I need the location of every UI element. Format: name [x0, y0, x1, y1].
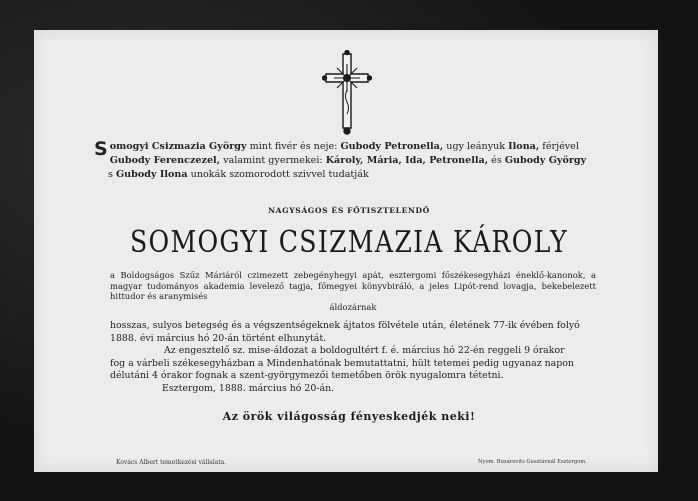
body-line: délutáni 4 órakor fognak a szent-györgymezői temetőben örök nyugalomra tétetni.: [110, 370, 504, 382]
funeral-company-credit: Kovács Albert temetkezési vállalata.: [116, 459, 227, 466]
body-line: hosszas, sulyos betegség és a végszentségeknek ájtatos fölvétele után, életének 77-ik évében folyó: [110, 320, 580, 331]
text-fragment: s: [108, 169, 116, 180]
text-fragment: ugy leányuk: [443, 141, 509, 152]
mourner-name: Gubody Ferenczezel,: [109, 155, 221, 166]
text-fragment: valamint gyermekei:: [220, 155, 326, 166]
mourners-announcement: [94, 140, 634, 182]
printer-credit: Nyom. Buzárovits Gusztávnál Esztergom.: [478, 459, 587, 465]
text-fragment: és: [488, 155, 505, 166]
body-line: fog a várbeli székesegyházban a Mindenhatónak bemutattatni, hült tetemei pedig ugyanaz napon: [110, 357, 574, 369]
place-date-line: Esztergom, 1888. március hó 20-án.: [162, 382, 335, 394]
honorific-title: NAGYSÁGOS ÉS FŐTISZTELENDŐ: [268, 206, 430, 215]
body-line: 1888. évi március hó 20-án történt elhunytát.: [110, 332, 327, 344]
titles-last-line: áldozárnak: [329, 301, 377, 312]
mourner-name: Károly, Mária, Ida, Petronella,: [325, 155, 489, 166]
drop-cap: S: [94, 138, 108, 160]
mourner-name: Gubody Petronella,: [340, 141, 444, 152]
text-fragment: férjével: [539, 141, 579, 152]
titles-text: a Boldogságos Szűz Máriáról czimezett zebegényhegyi apát, esztergomi főszékesegyházi éneklő-kanonok, a magyar tudományos akademia levelező tagja, főmegyei könyvbiráló, a jeles Lipót-rend lovagja, bekebelezett hittudor és aranymisés: [110, 270, 596, 301]
mourner-name: omogyi Csizmazia György: [109, 141, 247, 152]
mourner-name: Gubody Ilona: [115, 169, 188, 180]
mourner-name: Ilona,: [508, 141, 540, 152]
death-notice-body: [110, 320, 602, 396]
text-fragment: unokák szomorodott szivvel tudatják: [187, 169, 369, 180]
deceased-titles: [110, 270, 596, 312]
ornate-cross-icon: [322, 50, 372, 136]
mourner-name: Gubody György: [504, 155, 587, 166]
body-line: Az engesztelő sz. mise-áldozat a boldogultért f. é. március hó 22-én reggeli 9 órakor: [164, 345, 565, 357]
deceased-name: SOMOGYI CSIZMAZIA KÁROLY: [129, 225, 568, 260]
farewell-blessing: Az örök világosság fényeskedjék neki!: [222, 410, 476, 423]
text-fragment: mint fivér és neje:: [246, 141, 341, 152]
